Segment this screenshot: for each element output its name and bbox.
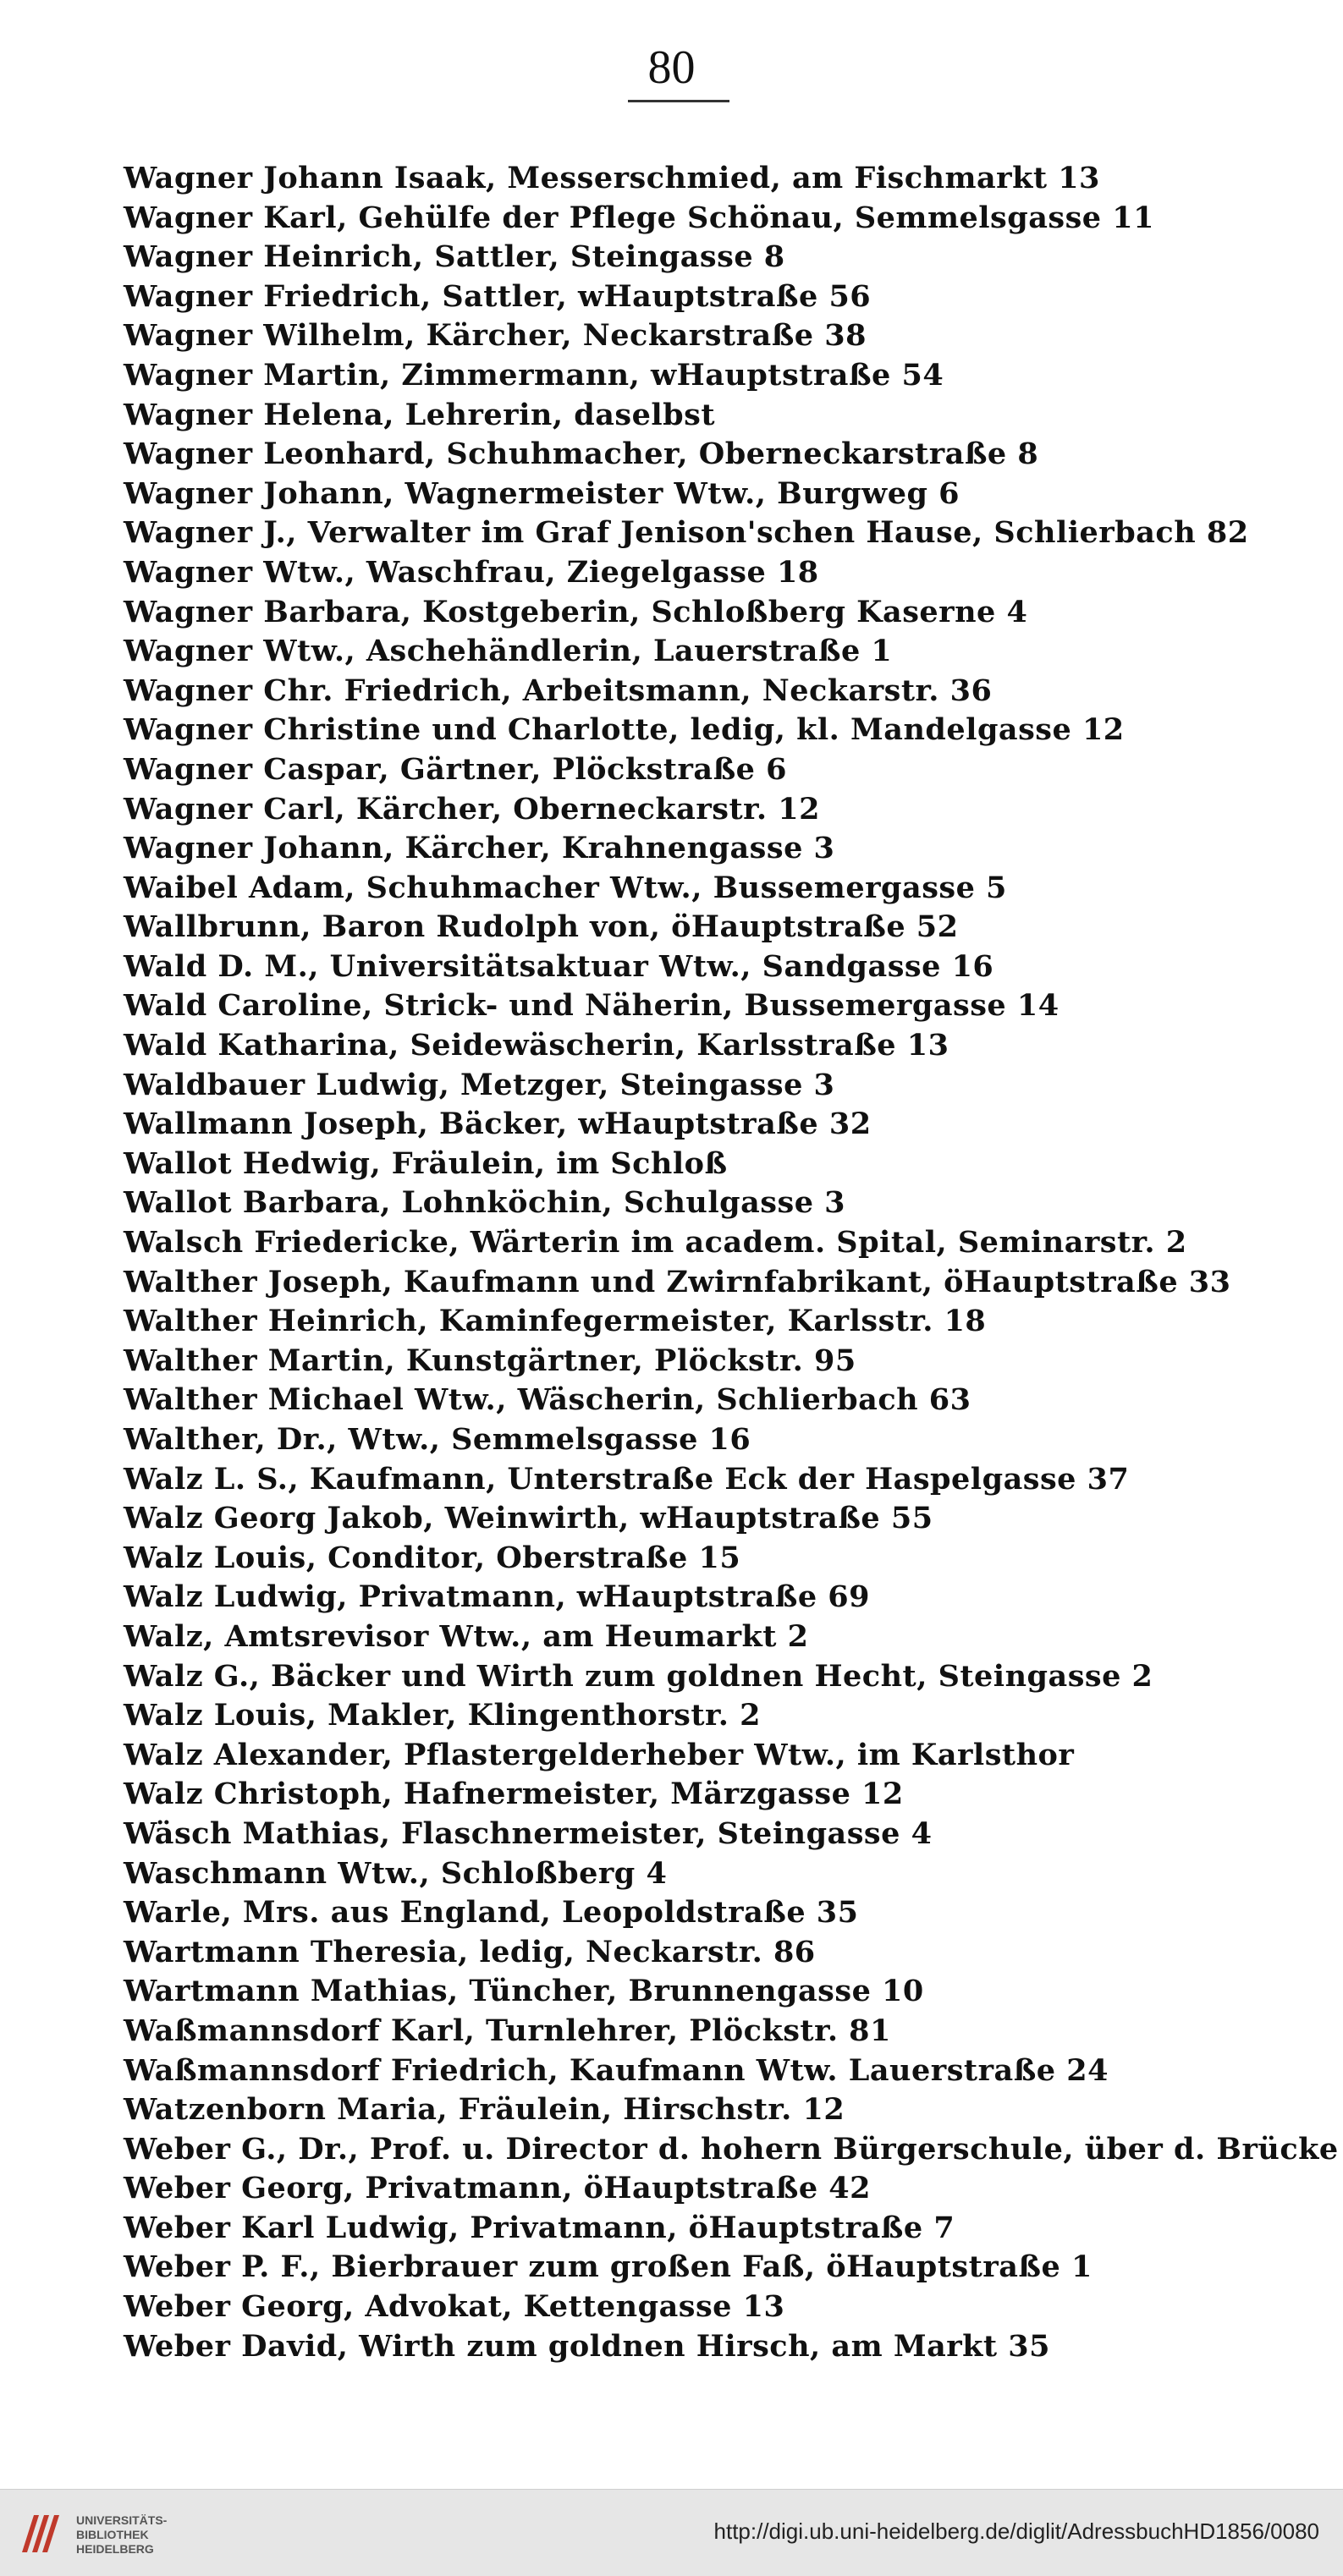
directory-entry: Wagner Leonhard, Schuhmacher, Oberneckarstraße 8 (124, 437, 1039, 472)
directory-entry: Wagner Wtw., Aschehändlerin, Lauerstraße 1 (124, 634, 893, 669)
directory-entry: Walther, Dr., Wtw., Semmelsgasse 16 (124, 1422, 751, 1457)
directory-entry: Wagner Christine und Charlotte, ledig, kl. Mandelgasse 12 (124, 712, 1125, 748)
page-number: 80 (647, 41, 696, 94)
directory-entry: Wagner Caspar, Gärtner, Plöckstraße 6 (124, 751, 787, 787)
page-number-rule (628, 100, 729, 102)
directory-entry: Walther Joseph, Kaufmann und Zwirnfabrikant, öHauptstraße 33 (124, 1264, 1231, 1299)
directory-entry: Wagner Johann, Wagnermeister Wtw., Burgweg 6 (124, 475, 960, 511)
directory-entry: Walsch Friedericke, Wärterin im academ. Spital, Seminarstr. 2 (124, 1225, 1187, 1261)
directory-entry: Walz Louis, Makler, Klingenthorstr. 2 (124, 1698, 761, 1733)
directory-entry: Wagner Heinrich, Sattler, Steingasse 8 (124, 239, 785, 275)
directory-entry: Waldbauer Ludwig, Metzger, Steingasse 3 (124, 1067, 835, 1102)
directory-entry: Wagner Carl, Kärcher, Oberneckarstr. 12 (124, 791, 820, 827)
directory-entry: Walther Michael Wtw., Wäscherin, Schlierbach 63 (124, 1382, 971, 1418)
directory-entry: Walz G., Bäcker und Wirth zum goldnen Hecht, Steingasse 2 (124, 1658, 1153, 1694)
directory-entry: Waschmann Wtw., Schloßberg 4 (124, 1855, 668, 1891)
directory-entry: Wagner Friedrich, Sattler, wHauptstraße 56 (124, 278, 872, 314)
directory-entry: Wartmann Mathias, Tüncher, Brunnengasse 10 (124, 1974, 924, 2009)
directory-entry: Walz L. S., Kaufmann, Unterstraße Eck der Haspelgasse 37 (124, 1461, 1130, 1497)
directory-entry: Wagner Helena, Lehrerin, daselbst (124, 397, 715, 432)
directory-entry: Wartmann Theresia, ledig, Neckarstr. 86 (124, 1934, 816, 1969)
directory-entry: Wald Caroline, Strick- und Näherin, Bussemergasse 14 (124, 988, 1060, 1024)
directory-entry: Walz Christoph, Hafnermeister, Märzgasse 12 (124, 1777, 904, 1812)
directory-entry: Weber P. F., Bierbrauer zum großen Faß, öHauptstraße 1 (124, 2249, 1093, 2285)
library-logo-line: BIBLIOTHEK (76, 2528, 149, 2541)
directory-entry: Walz Ludwig, Privatmann, wHauptstraße 69 (124, 1579, 871, 1615)
directory-entry: Wallot Hedwig, Fräulein, im Schloß (124, 1145, 728, 1181)
library-logo[interactable] (15, 2507, 176, 2561)
directory-entry: Weber Karl Ludwig, Privatmann, öHauptstraße 7 (124, 2210, 955, 2245)
directory-entry: Wagner J., Verwalter im Graf Jenison'schen Hause, Schlierbach 82 (124, 515, 1249, 551)
library-logo-text (76, 2513, 167, 2557)
directory-entry: Wagner Chr. Friedrich, Arbeitsmann, Neckarstr. 36 (124, 673, 993, 708)
directory-entry: Walz Alexander, Pflastergelderheber Wtw., im Karlsthor (124, 1737, 1075, 1772)
directory-entry: Watzenborn Maria, Fräulein, Hirschstr. 12 (124, 2092, 845, 2128)
directory-entry: Walz, Amtsrevisor Wtw., am Heumarkt 2 (124, 1618, 809, 1654)
library-logo-line: UNIVERSITÄTS- (76, 2513, 168, 2527)
directory-entry: Walther Martin, Kunstgärtner, Plöckstr. 95 (124, 1343, 856, 1378)
directory-entry: Wagner Martin, Zimmermann, wHauptstraße 54 (124, 357, 944, 393)
directory-entry: Wagner Wtw., Waschfrau, Ziegelgasse 18 (124, 554, 819, 590)
directory-entry: Wagner Wilhelm, Kärcher, Neckarstraße 38 (124, 318, 867, 354)
directory-entry: Walther Heinrich, Kaminfegermeister, Karlsstr. 18 (124, 1304, 987, 1339)
library-logo-icon (15, 2508, 66, 2559)
directory-entry: Wagner Johann Isaak, Messerschmied, am Fischmarkt 13 (124, 161, 1100, 195)
footer-bar (0, 2489, 1343, 2576)
directory-entry: Wallmann Joseph, Bäcker, wHauptstraße 32 (124, 1107, 872, 1142)
directory-entry: Wäsch Mathias, Flaschnermeister, Steingasse 4 (124, 1815, 933, 1851)
directory-entry: Weber Georg, Privatmann, öHauptstraße 42 (124, 2171, 872, 2206)
directory-entry: Waßmannsdorf Karl, Turnlehrer, Plöckstr. 81 (124, 2013, 891, 2048)
directory-entry: Wallbrunn, Baron Rudolph von, öHauptstraße 52 (124, 909, 959, 945)
directory-entry: Weber G., Dr., Prof. u. Director d. hohern Bürgerschule, über d. Brücke (124, 2131, 1339, 2167)
directory-entry: Waibel Adam, Schuhmacher Wtw., Bussemergasse 5 (124, 870, 1007, 905)
directory-entry: Weber David, Wirth zum goldnen Hirsch, am Markt 35 (124, 2328, 1050, 2364)
directory-entry: Walz Georg Jakob, Weinwirth, wHauptstraße 55 (124, 1501, 933, 1536)
directory-entry: Waßmannsdorf Friedrich, Kaufmann Wtw. Lauerstraße 24 (124, 2052, 1109, 2088)
directory-entry: Weber Georg, Advokat, Kettengasse 13 (124, 2289, 785, 2325)
directory-entry: Warle, Mrs. aus England, Leopoldstraße 35 (124, 1895, 859, 1931)
directory-entry: Wald D. M., Universitätsaktuar Wtw., Sandgasse 16 (124, 948, 994, 984)
directory-entry: Walz Louis, Conditor, Oberstraße 15 (124, 1540, 741, 1575)
directory-entry: Wagner Johann, Kärcher, Krahnengasse 3 (124, 831, 835, 866)
directory-entry: Wald Katharina, Seidewäscherin, Karlsstraße 13 (124, 1028, 949, 1063)
directory-entry: Wagner Barbara, Kostgeberin, Schloßberg Kaserne 4 (124, 594, 1028, 629)
directory-entry: Wagner Karl, Gehülfe der Pflege Schönau, Semmelsgasse 11 (124, 200, 1154, 235)
source-url[interactable]: http://digi.ub.uni-heidelberg.de/diglit/AdressbuchHD1856/0080 (713, 2518, 1319, 2544)
address-entries (124, 159, 1339, 2366)
directory-entry: Wallot Barbara, Lohnköchin, Schulgasse 3 (124, 1185, 846, 1221)
library-logo-line: HEIDELBERG (76, 2542, 154, 2556)
